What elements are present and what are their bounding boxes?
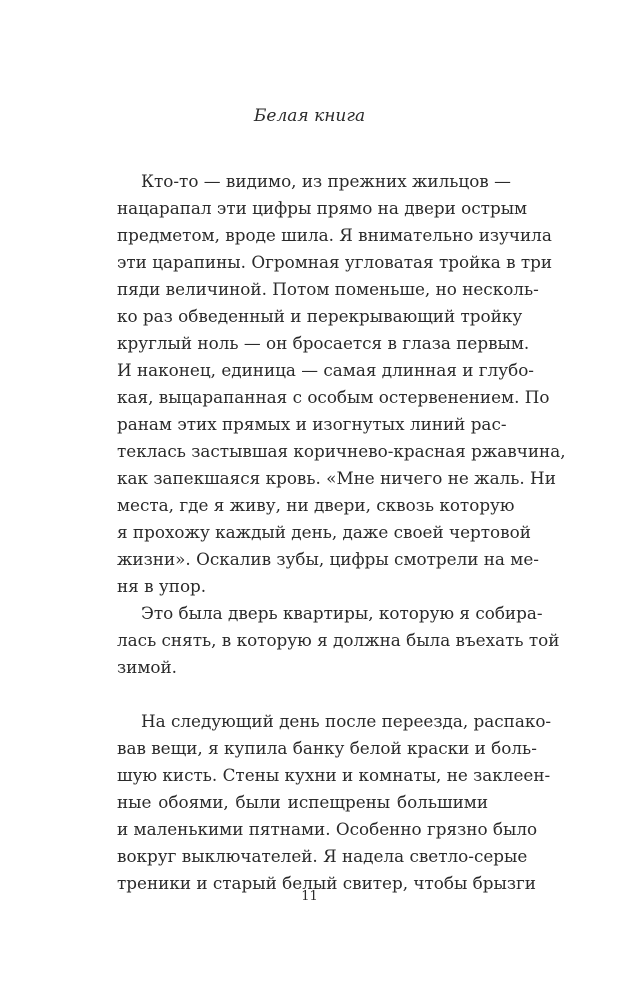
text-line: ранам этих прямых и изогнутых линий рас- (117, 414, 507, 434)
text-line: И наконец, единица — самая длинная и глубо- (117, 360, 534, 380)
text-line: шую кисть. Стены кухни и комнаты, не заклеен- (117, 765, 551, 785)
text-line: круглый ноль — он бросается в глаза первым. (117, 333, 530, 353)
text-line: вав вещи, я купила банку белой краски и боль- (117, 738, 537, 758)
text-line: пяди величиной. Потом поменьше, но несколь- (117, 279, 539, 299)
text-line: ные обоями, были испещрены большими (117, 792, 488, 812)
text-line: лась снять, в которую я должна была въехать той (117, 630, 560, 650)
text-line: ко раз обведенный и перекрывающий тройку (117, 306, 523, 326)
text-line: Кто-то — видимо, из прежних жильцов — (141, 171, 511, 191)
text-line: предметом, вроде шила. Я внимательно изучила (117, 225, 552, 245)
text-line: нацарапал эти цифры прямо на двери острым (117, 198, 528, 218)
text-line: вокруг выключателей. Я надела светло-серые (117, 846, 528, 866)
text-line: треники и старый белый свитер, чтобы брызги (117, 873, 536, 893)
text-line: теклась застывшая коричнево-красная ржавчина, (117, 441, 566, 461)
text-line: жизни». Оскалив зубы, цифры смотрели на ме- (117, 549, 539, 569)
text-line: эти царапины. Огромная угловатая тройка в три (117, 252, 553, 272)
text-line: зимой. (117, 657, 178, 677)
text-line: места, где я живу, ни двери, сквозь которую (117, 495, 515, 515)
text-line: и маленькими пятнами. Особенно грязно было (117, 819, 538, 839)
text-line: я прохожу каждый день, даже своей чертовой (117, 522, 531, 542)
page-number: 11 (301, 889, 318, 904)
text-line: как запекшаяся кровь. «Мне ничего не жаль. Ни (117, 468, 556, 488)
text-line: кая, выцарапанная с особым остервенением. По (117, 387, 550, 407)
text-line: Это была дверь квартиры, которую я собира- (141, 603, 543, 623)
running-head: Белая книга (253, 106, 366, 126)
text-line: На следующий день после переезда, распако- (141, 711, 552, 731)
text-line: ня в упор. (117, 576, 207, 596)
